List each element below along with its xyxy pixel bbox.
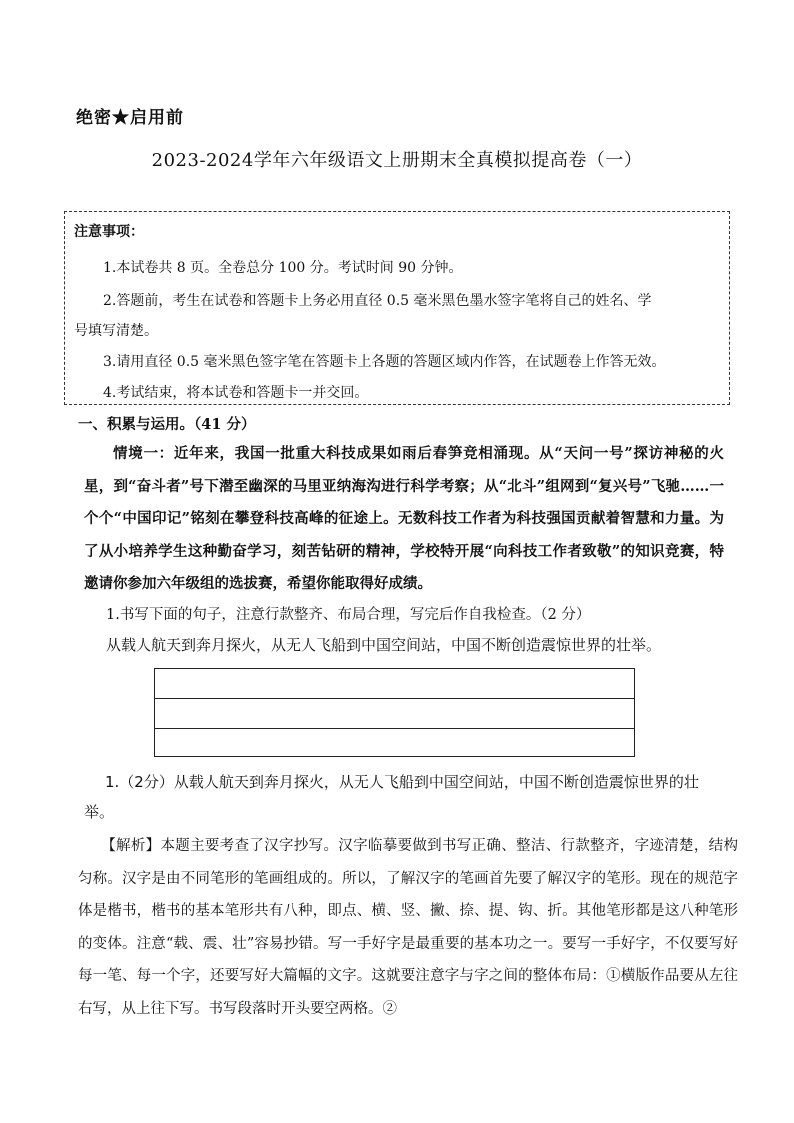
section-heading: 一、积累与运用。（41 分） — [78, 416, 256, 433]
notice-item: 2.答题前，考生在试卷和答题卡上务必用直径 0.5 毫米黑色墨水签字笔将自己的姓名、学 — [103, 293, 652, 309]
page-title: 2023-2024学年六年级语文上册期末全真模拟提高卷（一） — [151, 150, 643, 171]
question-1-prompt: 1.书写下面的句子，注意行款整齐、布局合理，写完后作自我检查。（2 分） — [106, 607, 591, 623]
notice-item: 号填写清楚。 — [74, 323, 158, 339]
writing-rule — [155, 728, 634, 729]
notice-title: 注意事项： — [74, 224, 144, 240]
notice-item: 1.本试卷共 8 页。全卷总分 100 分。考试时间 90 分钟。 — [103, 260, 463, 276]
writing-box[interactable] — [154, 668, 635, 757]
notice-item: 4.考试结束，将本试卷和答题卡一并交回。 — [103, 385, 369, 401]
analysis-text: 【解析】本题主要考查了汉字抄写。汉字临摹要做到书写正确、整洁、行款整齐，字迹清楚，结构匀称。汉字是由不同笔形的笔画组成的。所以，了解汉字的笔画首先要了解汉字的笔形。现在的规范字体是楷书，楷书的基本笔形共有八种，即点、横、竖、撇、捺、提、钩、折。其他笔形都是这八种笔形的变体。注意“载、震、壮”容易抄错。写一手好字是最重要的基本功之一。要写一手好字，不仅要写好每一笔、每一个字，还要写好大篇幅的文字。这就要注意字与字之间的整体布局：①横版作品要从左往右写，从上往下写。书写段落时开头要空两格。② — [78, 838, 738, 1017]
answer-text: 1.（2分）从载人航天到奔月探火，从无人飞船到中国空间站，中国不断创造震惊世界的壮举。 — [84, 773, 699, 821]
context-paragraph: 情境一：近年来，我国一批重大科技成果如雨后春笋竞相涌现。从“天问一号”探访神秘的火星，到“奋斗者”号下潜至幽深的马里亚纳海沟进行科学考察；从“北斗”组网到“复兴号”飞驰……一个个“中国印记”铭刻在攀登科技高峰的征途上。无数科技工作者为科技强国贡献着智慧和力量。为了从小培养学生这种勤奋学习，刻苦钻研的精神，学校特开展“向科技工作者致敬”的知识竞赛，特邀请你参加六年级组的选拔赛，希望你能取得好成绩。 — [84, 445, 724, 592]
confidential-label: 绝密★启用前 — [76, 108, 184, 128]
notice-item: 3.请用直径 0.5 毫米黑色签字笔在答题卡上各题的答题区域内作答，在试题卷上作答无效。 — [103, 354, 666, 370]
notice-box — [64, 211, 730, 405]
question-1-sentence: 从载人航天到奔月探火，从无人飞船到中国空间站，中国不断创造震惊世界的壮举。 — [106, 636, 662, 654]
writing-rule — [155, 698, 634, 699]
